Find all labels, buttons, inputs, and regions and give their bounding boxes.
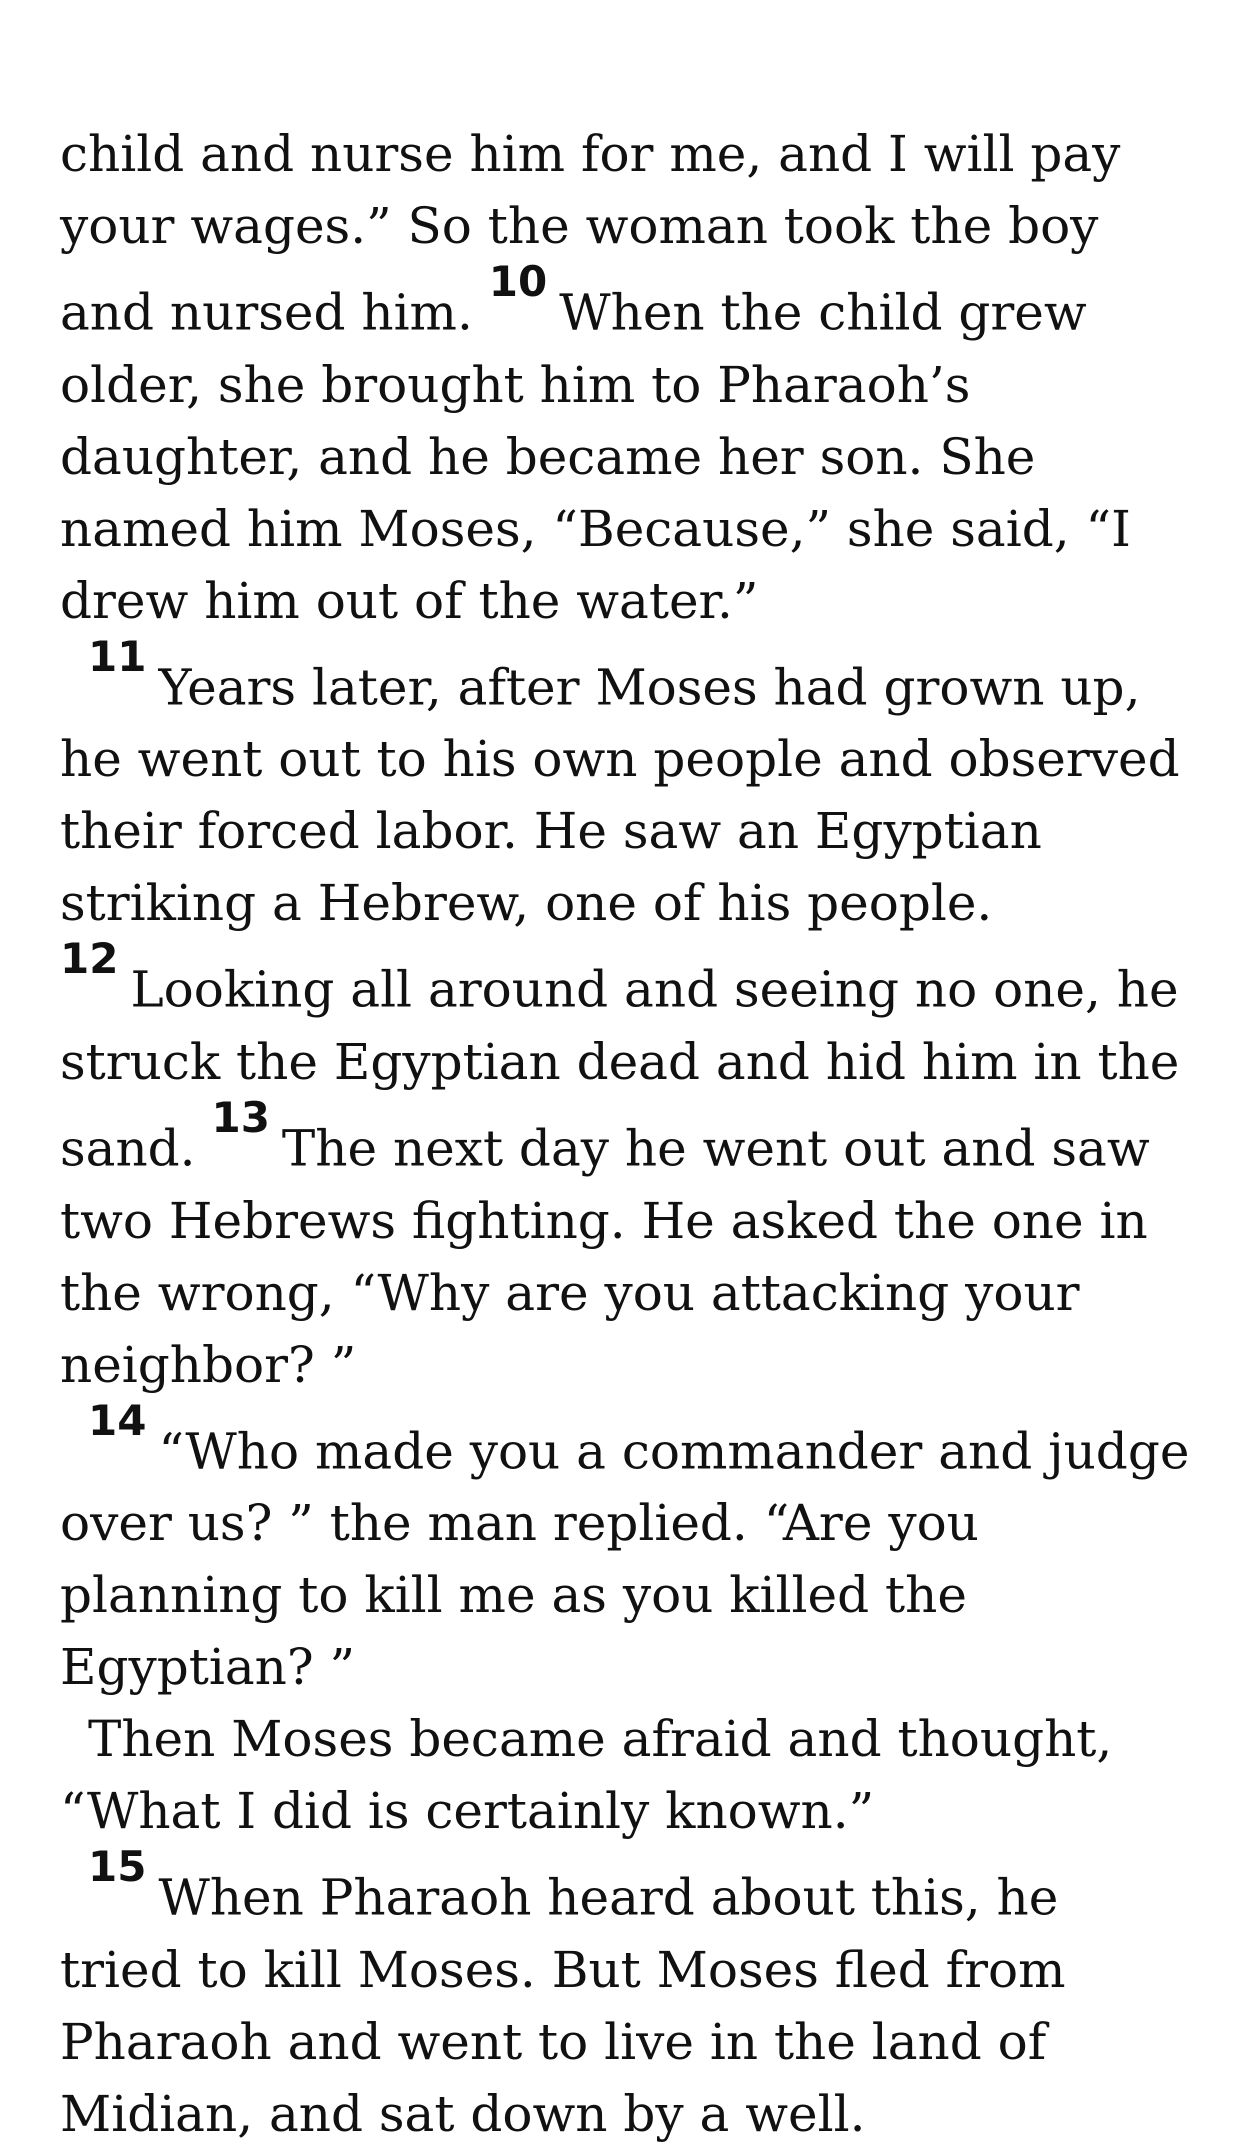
passage-text: child and nurse him for me, and I will pay your wages.” So the woman took the boy and nursed him. [60, 125, 1121, 342]
passage-text: The next day he went out and saw two Hebrews fighting. He asked the one in the wrong, “Why are you attacking your neighbor? ” [60, 1119, 1150, 1394]
paragraph [60, 118, 1190, 637]
passage-text: Then Moses became afraid and thought, “What I did is certainly known.” [60, 1710, 1113, 1841]
paragraph [60, 1395, 1190, 1704]
verse-number-12: 12 [60, 934, 119, 984]
reader-page [60, 118, 1190, 2150]
passage-text: Looking all around and seeing no one, he struck the Egyptian dead and hid him in the sand. [60, 960, 1180, 1178]
passage-text: “Who made you a commander and judge over us? ” the man replied. “Are you planning to kill me as you killed the Egyptian? ” [60, 1422, 1190, 1697]
passage-text: When the child grew older, she brought him to Pharaoh’s daughter, and he became her son. She named him Moses, “Because,” she said, “I drew him out of the water.” [60, 283, 1131, 630]
verse-number-13: 13 [211, 1092, 270, 1142]
paragraph [60, 631, 1190, 1401]
verse-number-15: 15 [88, 1842, 147, 1892]
paragraph [60, 1842, 1190, 2150]
verse-number-10: 10 [488, 257, 548, 306]
verse-number-11: 11 [88, 631, 147, 681]
paragraph [60, 1703, 1190, 1847]
passage-text: When Pharaoh heard about this, he tried to kill Moses. But Moses fled from Pharaoh and went to live in the land of Midian, and sat down by a well. [60, 1868, 1066, 2143]
verse-number-14: 14 [88, 1395, 147, 1445]
passage-text: Years later, after Moses had grown up, he went out to his own people and observed their forced labor. He saw an Egyptian striking a Hebrew, one of his people. [60, 658, 1180, 933]
